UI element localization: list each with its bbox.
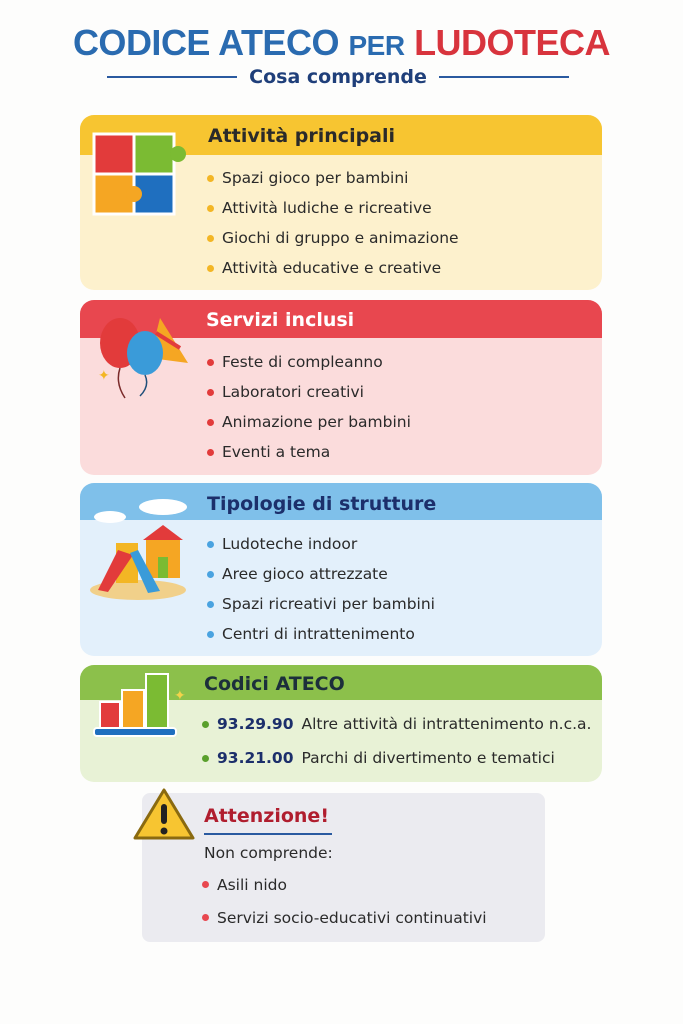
section-title: Codici ATECO	[204, 673, 345, 695]
warning-box	[142, 793, 545, 942]
bullet-icon	[207, 265, 214, 272]
section-list	[207, 347, 411, 467]
bullet-icon	[207, 389, 214, 396]
list-item	[207, 589, 435, 619]
list-item	[207, 559, 435, 589]
list-item	[202, 868, 487, 901]
ateco-code: 93.29.90	[217, 715, 294, 733]
balloons-icon	[90, 308, 195, 403]
item-text: Feste di compleanno	[222, 353, 383, 371]
section-list	[207, 529, 435, 649]
list-item	[207, 377, 411, 407]
bullet-icon	[207, 205, 214, 212]
title-part-1: CODICE ATECO	[72, 22, 339, 63]
item-text: Attività educative e creative	[222, 259, 442, 277]
item-text: Eventi a tema	[222, 443, 331, 461]
item-text: Centri di intrattenimento	[222, 625, 415, 643]
list-item	[207, 193, 459, 223]
bullet-icon	[207, 571, 214, 578]
warning-intro: Non comprende:	[204, 844, 333, 862]
item-text: Aree gioco attrezzate	[222, 565, 388, 583]
list-item	[207, 347, 411, 377]
warning-icon	[131, 786, 197, 842]
title-part-3: LUDOTECA	[414, 22, 611, 63]
bullet-icon	[207, 419, 214, 426]
bullet-icon	[202, 755, 209, 762]
list-item	[207, 529, 435, 559]
item-text: Animazione per bambini	[222, 413, 411, 431]
item-text: Servizi socio-educativi continuativi	[217, 908, 487, 927]
warning-list	[202, 868, 487, 934]
item-text: Spazi ricreativi per bambini	[222, 595, 435, 613]
item-text: Asili nido	[217, 875, 287, 894]
bullet-icon	[207, 175, 214, 182]
section-title: Attività principali	[208, 125, 396, 147]
puzzle-icon	[90, 130, 188, 218]
list-item	[207, 253, 459, 283]
title-part-2: PER	[348, 30, 405, 61]
bullet-icon	[207, 449, 214, 456]
list-item	[207, 407, 411, 437]
ateco-description: Parchi di divertimento e tematici	[301, 749, 555, 767]
bullet-icon	[207, 541, 214, 548]
list-item	[207, 437, 411, 467]
code-list	[202, 707, 591, 775]
bar-chart-icon	[92, 672, 192, 738]
bullet-icon	[202, 721, 209, 728]
list-item	[207, 163, 459, 193]
subtitle-row	[107, 66, 569, 88]
list-item	[207, 619, 435, 649]
warning-underline	[204, 833, 332, 835]
list-item	[202, 901, 487, 934]
code-item	[202, 707, 591, 741]
divider	[439, 76, 569, 78]
item-text: Giochi di gruppo e animazione	[222, 229, 459, 247]
bullet-icon	[207, 235, 214, 242]
divider	[107, 76, 237, 78]
section-title: Tipologie di strutture	[207, 493, 437, 515]
subtitle: Cosa comprende	[249, 66, 427, 88]
list-item	[207, 223, 459, 253]
bullet-icon	[207, 601, 214, 608]
page-title	[0, 22, 683, 64]
bullet-icon	[207, 631, 214, 638]
item-text: Spazi gioco per bambini	[222, 169, 409, 187]
item-text: Laboratori creativi	[222, 383, 364, 401]
ateco-description: Altre attività di intrattenimento n.c.a.	[301, 715, 592, 733]
section-list	[207, 163, 459, 283]
playground-icon	[88, 495, 198, 605]
warning-title: Attenzione!	[204, 805, 329, 827]
section-title: Servizi inclusi	[206, 309, 355, 331]
bullet-icon	[202, 914, 209, 921]
item-text: Ludoteche indoor	[222, 535, 358, 553]
code-item	[202, 741, 591, 775]
ateco-code: 93.21.00	[217, 749, 294, 767]
bullet-icon	[207, 359, 214, 366]
svg-text:✦: ✦	[174, 688, 186, 704]
bullet-icon	[202, 881, 209, 888]
item-text: Attività ludiche e ricreative	[222, 199, 432, 217]
svg-text:✦: ✦	[98, 368, 110, 384]
